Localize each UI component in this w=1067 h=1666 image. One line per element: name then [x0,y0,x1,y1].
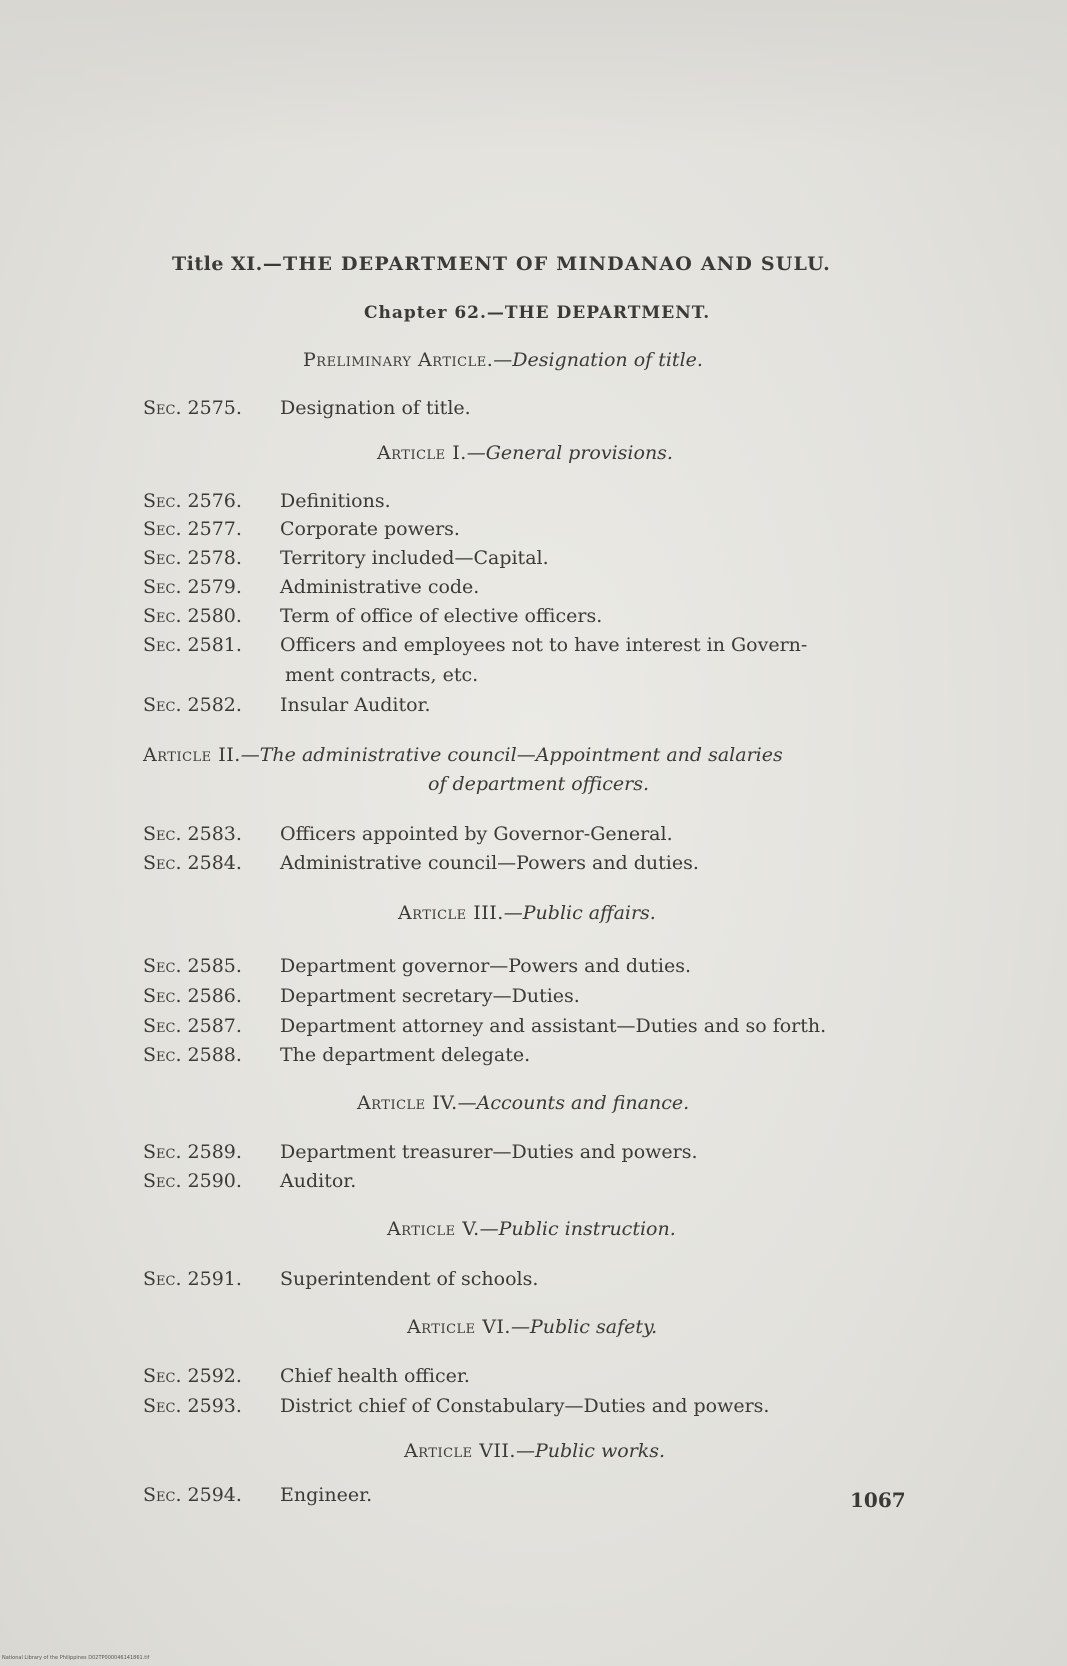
article-heading [143,744,783,766]
section-title: Department secretary—Duties. [280,985,580,1007]
article-subject: —Public works. [515,1440,666,1462]
article-label: Article VII. [404,1440,516,1462]
section-entry [143,823,673,845]
article-label: Article IV. [357,1092,458,1114]
section-number: Sec. 2577. [143,518,242,540]
section-title: The department delegate. [280,1044,531,1066]
article-subject: —Designation of title. [493,349,703,371]
section-entry [143,955,691,977]
section-entry [143,1170,356,1192]
article-subject-continued: of department officers. [428,773,650,795]
section-entry [143,605,602,627]
section-number: Sec. 2578. [143,547,242,569]
section-title: Engineer. [280,1484,373,1506]
section-entry [143,1395,769,1417]
document-title [172,253,952,275]
section-title: Department governor—Powers and duties. [280,955,692,977]
section-title: Superintendent of schools. [280,1268,539,1290]
chapter-heading: Chapter 62.—THE DEPARTMENT. [364,303,711,323]
article-label: Article III. [398,902,504,924]
article-label: Article VI. [407,1316,511,1338]
article-heading [398,902,656,924]
section-entry [143,397,471,419]
section-number: Sec. 2581. [143,634,242,656]
section-number: Sec. 2585. [143,955,242,977]
page-shadow [0,0,1067,150]
section-entry [143,490,391,512]
section-title: Administrative council—Powers and duties. [280,852,699,874]
article-subject: —Public safety. [510,1316,658,1338]
title-number: Title XI. [172,253,263,275]
article-label: Article V. [387,1218,480,1240]
section-entry [143,1044,530,1066]
section-entry [143,1365,470,1387]
section-title: Administrative code. [280,576,480,598]
section-number: Sec. 2575. [143,397,242,419]
section-number: Sec. 2590. [143,1170,242,1192]
article-label: Article II. [143,744,241,766]
section-entry [143,1015,826,1037]
section-number: Sec. 2589. [143,1141,242,1163]
section-number: Sec. 2580. [143,605,242,627]
section-entry [143,694,431,716]
article-heading [387,1218,676,1240]
section-title: Officers and employees not to have interest in Govern- [280,634,808,656]
page-number: 1067 [850,1488,906,1512]
preliminary-article-heading [303,349,703,371]
section-number: Sec. 2586. [143,985,242,1007]
section-entry [143,547,549,569]
section-title: Chief health officer. [280,1365,470,1387]
article-subject: —Public affairs. [503,902,656,924]
section-number: Sec. 2592. [143,1365,242,1387]
section-title: Designation of title. [280,397,471,419]
section-title: Territory included—Capital. [280,547,549,569]
section-number: Sec. 2587. [143,1015,242,1037]
section-entry [143,1484,372,1506]
section-number: Sec. 2582. [143,694,242,716]
section-title: Department treasurer—Duties and powers. [280,1141,698,1163]
section-title-continued: ment contracts, etc. [285,664,479,686]
section-entry [143,852,699,874]
article-label: Article I. [377,442,467,464]
section-number: Sec. 2593. [143,1395,242,1417]
section-title: Auditor. [280,1170,357,1192]
section-title: District chief of Constabulary—Duties and powers. [280,1395,770,1417]
article-subject: —Accounts and finance. [457,1092,690,1114]
article-heading [377,442,673,464]
section-title: Corporate powers. [280,518,460,540]
article-heading [404,1440,665,1462]
section-title: Definitions. [280,490,391,512]
section-number: Sec. 2583. [143,823,242,845]
article-heading [357,1092,689,1114]
section-title: Department attorney and assistant—Duties and so forth. [280,1015,827,1037]
article-subject: —General provisions. [466,442,673,464]
section-number: Sec. 2576. [143,490,242,512]
section-entry [143,1141,698,1163]
section-entry [143,576,479,598]
article-heading [407,1316,657,1338]
section-title: Officers appointed by Governor-General. [280,823,673,845]
article-subject: —Public instruction. [479,1218,676,1240]
section-title: Term of office of elective officers. [280,605,603,627]
title-text: —THE DEPARTMENT OF MINDANAO AND SULU. [262,253,831,275]
section-number: Sec. 2588. [143,1044,242,1066]
section-title: Insular Auditor. [280,694,431,716]
article-heading-continued [428,773,649,795]
article-label: Preliminary Article. [303,349,494,371]
section-entry [143,634,807,656]
section-number: Sec. 2584. [143,852,242,874]
section-number: Sec. 2579. [143,576,242,598]
section-number: Sec. 2594. [143,1484,242,1506]
scan-footer-note: National Library of the Philippines D02TP000046141861.tif [2,1655,150,1661]
section-entry [143,518,460,540]
section-number: Sec. 2591. [143,1268,242,1290]
section-entry [143,985,580,1007]
section-entry [143,1268,538,1290]
article-subject: —The administrative council—Appointment and salaries [240,744,783,766]
